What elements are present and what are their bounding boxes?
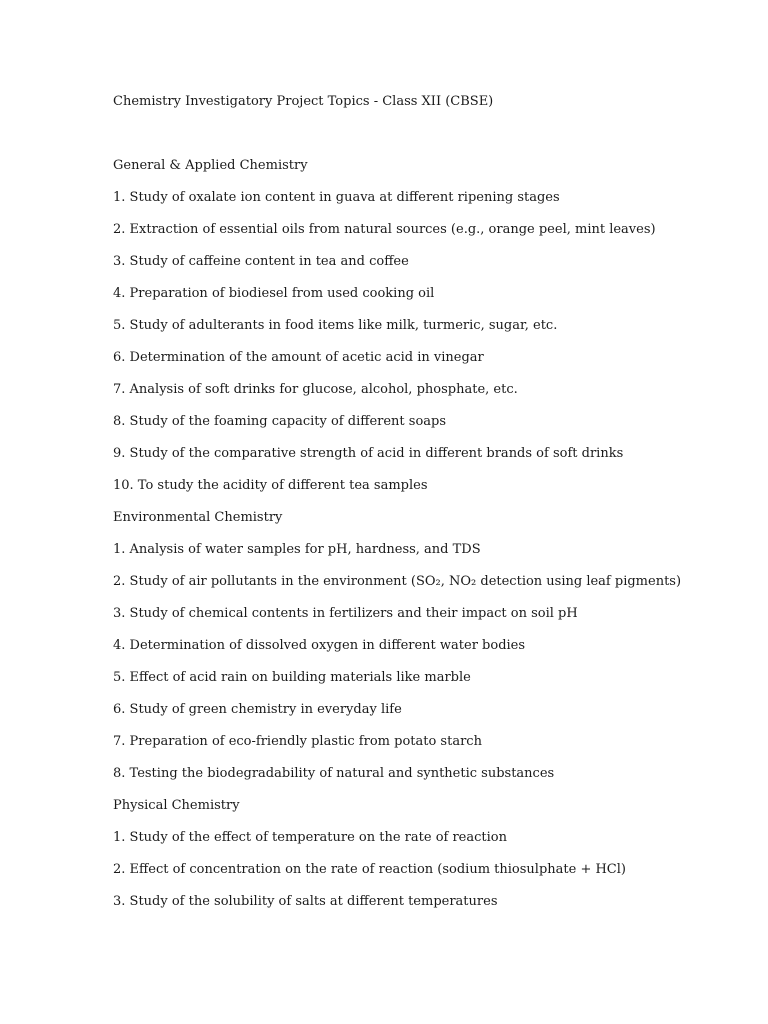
list-item: 3. Study of caffeine content in tea and coffee xyxy=(113,254,409,269)
list-item: 3. Study of chemical contents in fertilizers and their impact on soil pH xyxy=(113,606,578,621)
list-item: 10. To study the acidity of different tea samples xyxy=(113,478,428,493)
list-item: 7. Analysis of soft drinks for glucose, alcohol, phosphate, etc. xyxy=(113,382,518,397)
document-title: Chemistry Investigatory Project Topics - Class XII (CBSE) xyxy=(113,94,494,109)
list-item: 7. Preparation of eco-friendly plastic from potato starch xyxy=(113,734,482,749)
list-item: 6. Determination of the amount of acetic acid in vinegar xyxy=(113,350,484,365)
list-item: 4. Preparation of biodiesel from used cooking oil xyxy=(113,286,435,301)
list-item: 3. Study of the solubility of salts at different temperatures xyxy=(113,894,498,909)
list-item: 8. Testing the biodegradability of natural and synthetic substances xyxy=(113,766,555,781)
document-page xyxy=(113,94,753,926)
list-item: 1. Analysis of water samples for pH, hardness, and TDS xyxy=(113,542,481,557)
list-item: 9. Study of the comparative strength of acid in different brands of soft drinks xyxy=(113,446,624,461)
list-item: 4. Determination of dissolved oxygen in different water bodies xyxy=(113,638,526,653)
list-item: 5. Study of adulterants in food items like milk, turmeric, sugar, etc. xyxy=(113,318,558,333)
list-item: 5. Effect of acid rain on building materials like marble xyxy=(113,670,471,685)
list-item: 6. Study of green chemistry in everyday life xyxy=(113,702,402,717)
list-item: 2. Extraction of essential oils from natural sources (e.g., orange peel, mint leaves) xyxy=(113,222,656,237)
list-item: 1. Study of the effect of temperature on the rate of reaction xyxy=(113,830,507,845)
section-heading-general: General & Applied Chemistry xyxy=(113,158,308,173)
list-item: 2. Study of air pollutants in the environment (SO₂, NO₂ detection using leaf pigments) xyxy=(113,574,682,589)
list-item: 1. Study of oxalate ion content in guava at different ripening stages xyxy=(113,190,560,205)
section-heading-physical: Physical Chemistry xyxy=(113,798,240,813)
list-item: 8. Study of the foaming capacity of different soaps xyxy=(113,414,447,429)
section-heading-environmental: Environmental Chemistry xyxy=(113,510,283,525)
list-item: 2. Effect of concentration on the rate of reaction (sodium thiosulphate + HCl) xyxy=(113,862,626,877)
